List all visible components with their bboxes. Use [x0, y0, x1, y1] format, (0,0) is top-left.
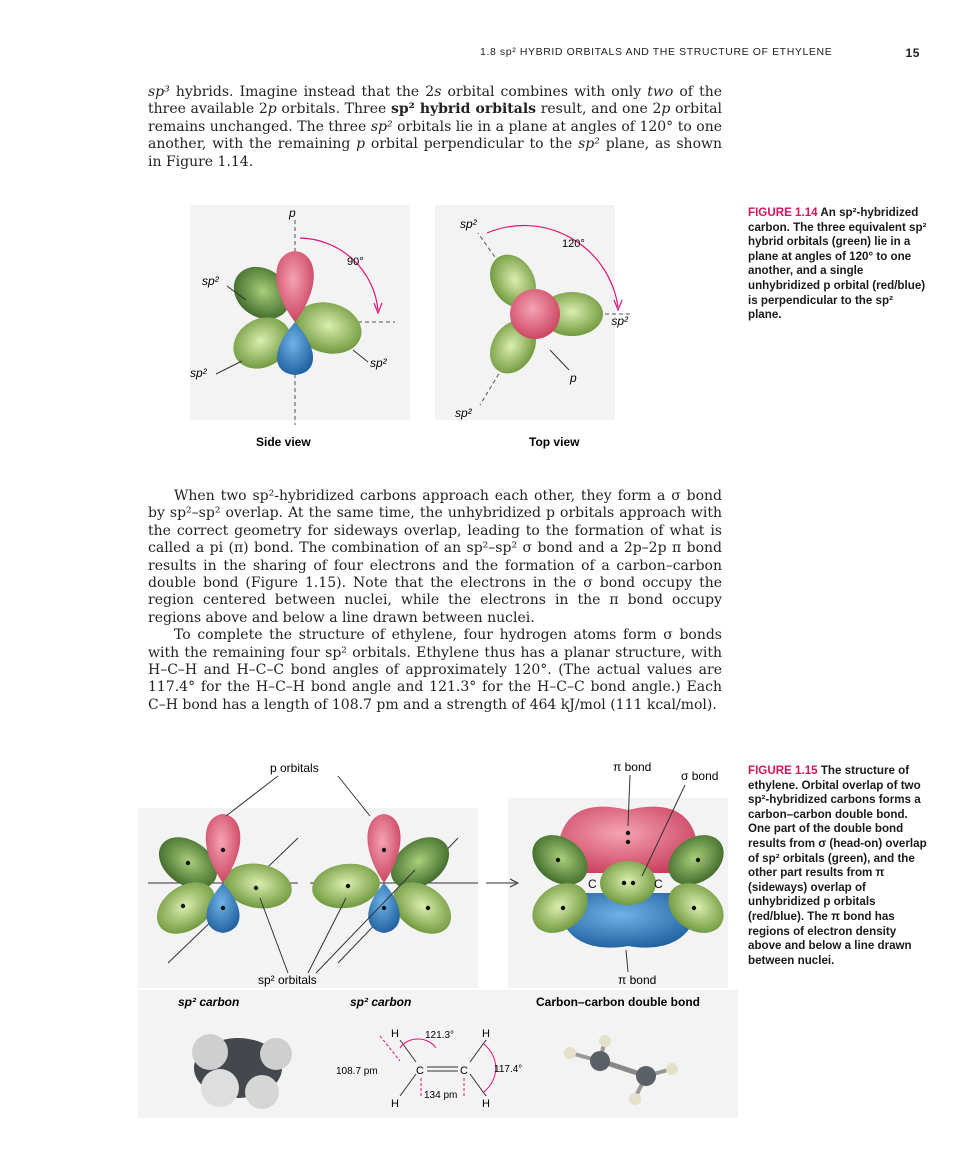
- hch-angle-label: 117.4°: [494, 1064, 523, 1075]
- figure-1-14-art: [150, 195, 630, 465]
- text-run: orbital perpendicular to the: [365, 136, 579, 153]
- top-sp2-label-lower: sp²: [455, 406, 472, 420]
- paragraph-1: [148, 84, 722, 171]
- c-atom-left: C: [416, 1065, 424, 1077]
- text-run: orbitals lie in a plane at angles of 120° to one another, with the remaining: [148, 118, 722, 153]
- side-view-title: Side view: [256, 435, 311, 449]
- figure-1-15-art: [138, 758, 738, 1118]
- text-run: orbitals. Three: [276, 101, 391, 118]
- figure-1-15-label: FIGURE 1.15: [748, 764, 818, 777]
- page-number: 15: [905, 46, 920, 60]
- paragraph-2-3: [148, 488, 722, 714]
- carbon-atom-left: C: [588, 877, 597, 891]
- top-p-orbital: [510, 289, 560, 339]
- side-sp2-label-upper: sp²: [202, 274, 219, 288]
- text-run: two: [647, 84, 674, 100]
- text-run: hybrids. Imagine instead that the 2: [169, 84, 435, 100]
- side-sp2-label-lower: sp²: [190, 366, 207, 380]
- angle-90-label: 90°: [347, 256, 364, 268]
- figure-1-14-label: FIGURE 1.14: [748, 206, 818, 219]
- paragraph-3: To complete the structure of ethylene, four hydrogen atoms form σ bonds with the remaining four sp² orbitals. Ethylene thus has a planar structure, with H–C–H and H–C–C bond angles of approximately 120°. (The actual values are 117.4° for the H–C–H bond angle and 121.3° for the H–C–C bond angle.) Each C–H bond has a length of 108.7 pm and a strength of 464 kJ/mol (111 kcal/mol).: [148, 627, 722, 713]
- text-run: sp²: [370, 118, 393, 135]
- figure-1-14-caption: [748, 206, 928, 323]
- text-run: p: [661, 101, 671, 118]
- text-run: s: [434, 84, 442, 100]
- pi-bond-label-top: π bond: [613, 760, 652, 774]
- text-run: orbital remains unchanged. The three: [148, 101, 722, 135]
- top-sp2-label-right: sp²: [611, 314, 628, 328]
- text-run: p: [267, 101, 277, 118]
- text-run: sp²: [578, 136, 600, 153]
- figure-1-15-caption: [748, 764, 928, 968]
- text-run: orbital combines with only: [441, 84, 648, 100]
- key-term: sp² hybrid orbitals: [390, 101, 537, 118]
- h-atom-top-left: H: [391, 1028, 399, 1040]
- side-sp2-label-right: sp²: [370, 356, 387, 370]
- p-orbitals-label: p orbitals: [270, 761, 319, 775]
- text-run: sp³: [148, 84, 170, 100]
- paragraph-2: When two sp²-hybridized carbons approach each other, they form a σ bond by sp²–sp² overlap. At the same time, the unhybridized p orbitals approach with the correct geometry for sideways overlap, leading to the formation of what is called a pi (π) bond. The combination of an sp²–sp² σ bond and a 2p–2p π bond results in the sharing of four electrons and the formation of a carbon–carbon double bond (Figure 1.15). Note that the electrons in the σ bond occupy the region centered between nuclei, while the electrons in the π bond occupy regions above and below a line drawn between nuclei.: [148, 488, 722, 626]
- top-view-title: Top view: [529, 435, 580, 449]
- h-atom-top-right: H: [482, 1028, 490, 1040]
- ch-length-label: 108.7 pm: [336, 1066, 378, 1077]
- h-atom-bottom-left: H: [391, 1098, 399, 1110]
- sigma-bond-label: σ bond: [681, 769, 719, 783]
- text-run: of the three available 2: [148, 84, 722, 118]
- sp2-carbon-title-left: sp² carbon: [178, 995, 240, 1009]
- h-atom-bottom-right: H: [482, 1098, 490, 1110]
- text-run: result, and one 2: [536, 101, 662, 118]
- carbon-atom-right: C: [654, 877, 663, 891]
- text-run: plane, as shown in Figure 1.14.: [148, 136, 722, 170]
- sp2-carbon-title-right: sp² carbon: [350, 995, 412, 1009]
- space-filling-model: [192, 1034, 292, 1109]
- section-title: 1.8 sp² HYBRID ORBITALS AND THE STRUCTURE OF ETHYLENE: [480, 46, 833, 58]
- sp2-orbitals-label: sp² orbitals: [258, 973, 317, 987]
- text-run: p: [356, 136, 366, 153]
- hcc-angle-label: 121.3°: [425, 1030, 455, 1041]
- pi-bond-label-bottom: π bond: [618, 973, 657, 987]
- running-head: [480, 46, 920, 58]
- side-p-label: p: [289, 206, 296, 220]
- c-atom-right: C: [460, 1065, 468, 1077]
- figure-1-14-caption-text: An sp²-hybridized carbon. The three equivalent sp² hybrid orbitals (green) lie in a plane at angles of 120° to one another, and a single unhybridized p orbital (red/blue) is perpendicular to the sp² plane.: [748, 206, 927, 322]
- cc-length-label: 134 pm: [424, 1090, 458, 1101]
- top-sp2-label-upper: sp²: [460, 217, 477, 231]
- figure-1-15-caption-text: The structure of ethylene. Orbital overlap of two sp²-hybridized carbons forms a carbon–carbon double bond. One part of the double bond results from σ (head-on) overlap of sp² orbitals (green), and the other part results from π (sideways) overlap of unhybridized p orbitals (red/blue). The π bond has regions of electron density above and below a line drawn between nuclei.: [748, 764, 927, 967]
- double-bond-title: Carbon–carbon double bond: [536, 995, 700, 1009]
- angle-120-label: 120°: [562, 238, 585, 250]
- top-p-label: p: [570, 371, 577, 385]
